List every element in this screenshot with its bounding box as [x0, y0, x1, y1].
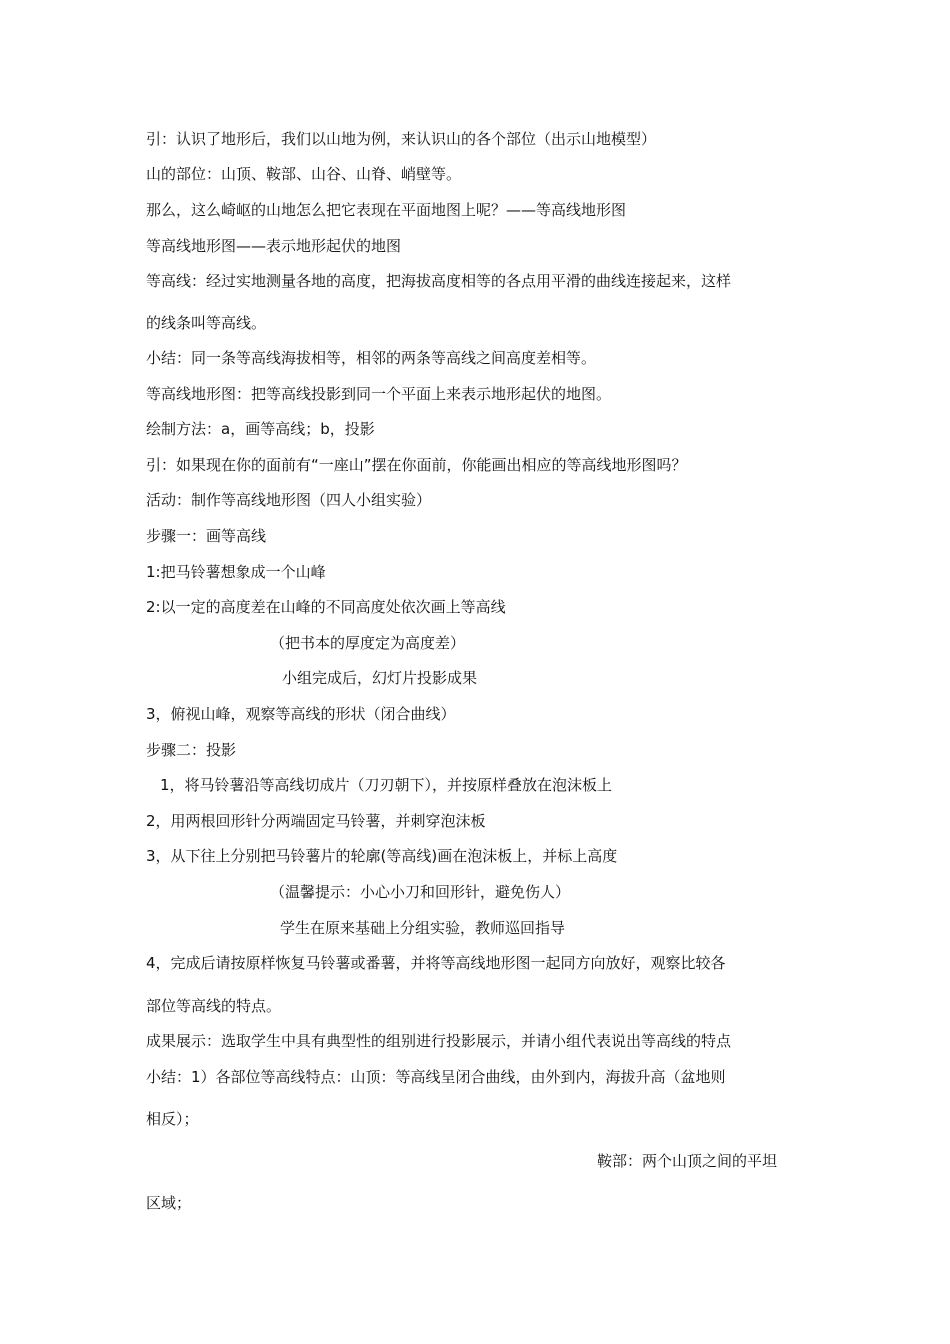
text-line: 步骤一：画等高线 — [146, 527, 267, 545]
text-line: 3，俯视山峰，观察等高线的形状（闭合曲线） — [146, 705, 456, 723]
text-line: 山的部位：山顶、鞍部、山谷、山脊、峭壁等。 — [146, 165, 462, 183]
text-line: 区域； — [146, 1194, 192, 1212]
text-line: （把书本的厚度定为高度差） — [270, 634, 466, 652]
text-line: 3，从下往上分别把马铃薯片的轮廓(等高线)画在泡沫板上，并标上高度 — [146, 847, 618, 865]
text-line: 绘制方法：a，画等高线；b，投影 — [146, 420, 375, 438]
text-line: 那么，这么崎岖的山地怎么把它表现在平面地图上呢？——等高线地形图 — [146, 201, 627, 219]
text-line: 2:以一定的高度差在山峰的不同高度处依次画上等高线 — [146, 598, 506, 616]
text-line: 小结：同一条等高线海拔相等，相邻的两条等高线之间高度差相等。 — [146, 349, 597, 367]
text-line: 活动：制作等高线地形图（四人小组实验） — [146, 491, 432, 509]
text-line: 部位等高线的特点。 — [146, 997, 282, 1015]
text-line: 等高线：经过实地测量各地的高度，把海拔高度相等的各点用平滑的曲线连接起来，这样 — [146, 272, 732, 290]
text-line: 等高线地形图：把等高线投影到同一个平面上来表示地形起伏的地图。 — [146, 385, 612, 403]
text-line: 引：如果现在你的面前有“一座山”摆在你面前，你能画出相应的等高线地形图吗？ — [146, 456, 687, 474]
text-line: 成果展示：选取学生中具有典型性的组别进行投影展示，并请小组代表说出等高线的特点 — [146, 1032, 732, 1050]
text-line: 等高线地形图——表示地形起伏的地图 — [146, 237, 402, 255]
text-line: 小结：1）各部位等高线特点：山顶：等高线呈闭合曲线，由外到内，海拔升高（盆地则 — [146, 1068, 726, 1086]
text-line: 4，完成后请按原样恢复马铃薯或番薯，并将等高线地形图一起同方向放好，观察比较各 — [146, 954, 726, 972]
text-line: 的线条叫等高线。 — [146, 314, 267, 332]
text-line: 相反）； — [146, 1110, 199, 1128]
text-line: 小组完成后，幻灯片投影成果 — [282, 669, 478, 687]
text-line: 学生在原来基础上分组实验，教师巡回指导 — [280, 919, 566, 937]
text-line: 鞍部：两个山顶之间的平坦 — [597, 1152, 778, 1170]
text-line: （温馨提示：小心小刀和回形针，避免伤人） — [270, 883, 571, 901]
text-line: 步骤二：投影 — [146, 741, 237, 759]
text-line: 2，用两根回形针分两端固定马铃薯，并刺穿泡沫板 — [146, 812, 486, 830]
text-line: 1:把马铃薯想象成一个山峰 — [146, 563, 326, 581]
text-line: 1，将马铃薯沿等高线切成片（刀刃朝下），并按原样叠放在泡沫板上 — [160, 776, 613, 794]
text-line: 引：认识了地形后，我们以山地为例，来认识山的各个部位（出示山地模型） — [146, 130, 657, 148]
